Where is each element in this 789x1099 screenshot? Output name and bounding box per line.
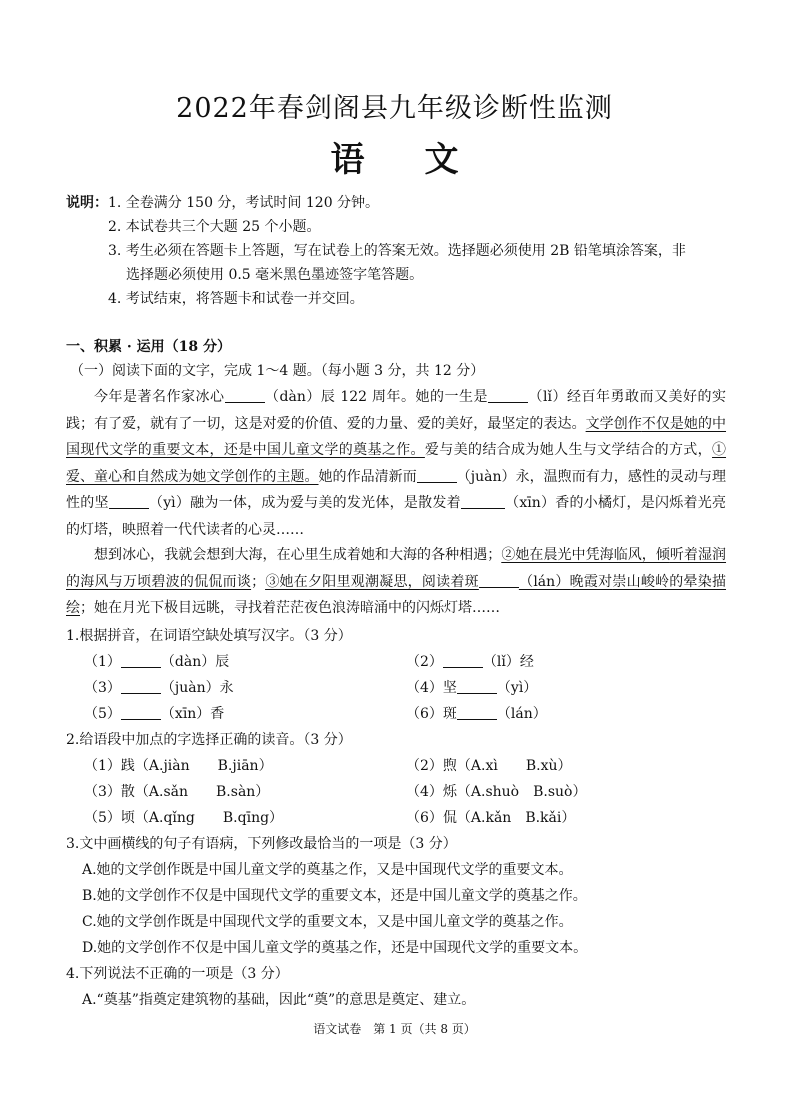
answer-blank[interactable] <box>457 679 497 694</box>
fill-blank[interactable] <box>417 468 457 483</box>
answer-blank[interactable] <box>457 705 497 720</box>
answer-blank[interactable] <box>443 653 483 668</box>
q2-item[interactable]: （6）侃（A.kǎn B.kǎi） <box>406 810 576 826</box>
passage-paragraph-2: 想到冰心，我就会想到大海，在心里生成着她和大海的各种相遇；②她在晨光中凭海临风，倾听着湿润的海风与万顷碧波的侃侃而谈；③她在夕阳里观潮凝思，阅读着斑 （lán）晚霞对崇山峻岭的晕染描绘；她在月光下极目远眺，寻找着茫茫夜色浪涛暗涌中的闪烁灯塔…… <box>66 547 727 616</box>
section-heading: 一、积累 · 运用（18 分） <box>66 339 231 355</box>
instruction-item: 1. 全卷满分 150 分，考试时间 120 分钟。 <box>108 195 380 211</box>
passage-paragraph-1: 今年是著名作家冰心 （dàn）辰 122 周年。她的一生是 （lǐ）经百年勇敢而又美好的实践；有了爱，就有了一切，这是对爱的价值、爱的力量、爱的美好，最坚定的表达。文学创作不仅是她的中国现代文学的重要文本，还是中国儿童文学的奠基之作。爱与美的结合成为她人生与文学结合的方式，①爱、童心和自然成为她文学创作的主题。她的作品清新而 （juàn）永，温煦而有力，感性的灵动与理性的坚 （yì）融为一体，成为爱与美的发光体，是散发着 （xīn）香的小橘灯，是闪烁着光亮的灯塔，映照着一代代读者的心灵…… <box>66 389 727 538</box>
q2-item[interactable]: （3）散（A.sǎn B.sàn） <box>84 784 270 800</box>
q3-option-a[interactable]: A.她的文学创作既是中国儿童文学的奠基之作，又是中国现代文学的重要文本。 <box>82 862 573 878</box>
q3-option-b[interactable]: B.她的文学创作不仅是中国现代文学的重要文本，还是中国儿童文学的奠基之作。 <box>82 888 587 904</box>
q1-item-6: （6）斑 （lán） <box>406 706 547 722</box>
underlined-sentence: ①爱、童心和自然成为她文学创作的主题。 <box>66 442 727 485</box>
fill-blank[interactable] <box>488 388 528 403</box>
part-heading: （一）阅读下面的文字，完成 1～4 题。（每小题 3 分，共 12 分） <box>70 363 485 379</box>
underlined-sentence: ②她在晨光中凭海临风，倾 <box>501 547 670 563</box>
question-3-stem: 3.文中画横线的句子有语病，下列修改最恰当的一项是（3 分） <box>66 836 457 852</box>
instruction-item: 2. 本试卷共三个大题 25 个小题。 <box>108 219 321 235</box>
answer-blank[interactable] <box>121 653 161 668</box>
underlined-sentence: 不仅是她的中国现代文学的重要文本，还是中国儿童文学的奠基之作。 <box>66 415 727 458</box>
fill-blank[interactable] <box>479 573 519 588</box>
instructions-label: 说明： <box>66 195 108 211</box>
instruction-item: 选择题必须使用 0.5 毫米黑色墨迹签字笔答题。 <box>126 267 424 283</box>
q1-item-5: （5） （xīn）香 <box>84 706 225 722</box>
q1-item-1: （1） （dàn）辰 <box>84 654 230 670</box>
page-footer: 语文试卷 第 1 页（共 8 页） <box>313 1022 476 1036</box>
q3-option-c[interactable]: C.她的文学创作既是中国现代文学的重要文本，又是中国儿童文学的奠基之作。 <box>82 914 573 930</box>
q1-item-3: （3） （juàn）永 <box>84 680 234 696</box>
instruction-item: 3. 考生必须在答题卡上答题，写在试卷上的答案无效。选择题必须使用 2B 铅笔填涂答案，非 <box>108 243 686 259</box>
question-2-stem: 2.给语段中加点的字选择正确的读音。（3 分） <box>66 732 352 748</box>
q2-item[interactable]: （5）顷（A.qǐng B.qīng） <box>84 810 284 826</box>
fill-blank[interactable] <box>109 494 149 509</box>
fill-blank[interactable] <box>461 494 505 509</box>
fill-blank[interactable] <box>225 388 265 403</box>
question-4-stem: 4.下列说法不正确的一项是（3 分） <box>66 966 289 982</box>
answer-blank[interactable] <box>121 679 161 694</box>
subject-title: 语文 <box>330 140 519 180</box>
question-1-stem: 1.根据拼音，在词语空缺处填写汉字。（3 分） <box>66 628 352 644</box>
exam-title: 2022年春剑阁县九年级诊断性监测 <box>176 93 613 124</box>
q3-option-d[interactable]: D.她的文学创作不仅是中国儿童文学的奠基之作，还是中国现代文学的重要文本。 <box>82 940 588 956</box>
answer-blank[interactable] <box>121 705 161 720</box>
underlined-sentence: 听着湿润的海风与万顷碧波的侃侃而谈 <box>66 547 727 590</box>
q2-item[interactable]: （1）践（A.jiàn B.jiān） <box>84 758 273 774</box>
underlined-sentence: 崇山峻岭的晕染描绘 <box>66 573 727 616</box>
instruction-item: 4. 考试结束，将答题卡和试卷一并交回。 <box>108 291 364 307</box>
q1-item-4: （4）坚 （yì） <box>406 680 538 696</box>
q1-item-2: （2） （lǐ）经 <box>406 654 534 670</box>
underlined-sentence: 文学创作 <box>585 415 642 432</box>
q4-option-a[interactable]: A.“奠基”指奠定建筑物的基础，因此“奠”的意思是奠定、建立。 <box>82 992 476 1008</box>
q2-item[interactable]: （4）烁（A.shuò B.suò） <box>406 784 587 800</box>
underlined-sentence: ③她在夕阳里观潮凝思，阅读着斑 <box>265 573 479 590</box>
q2-item[interactable]: （2）煦（A.xì B.xù） <box>406 758 572 774</box>
